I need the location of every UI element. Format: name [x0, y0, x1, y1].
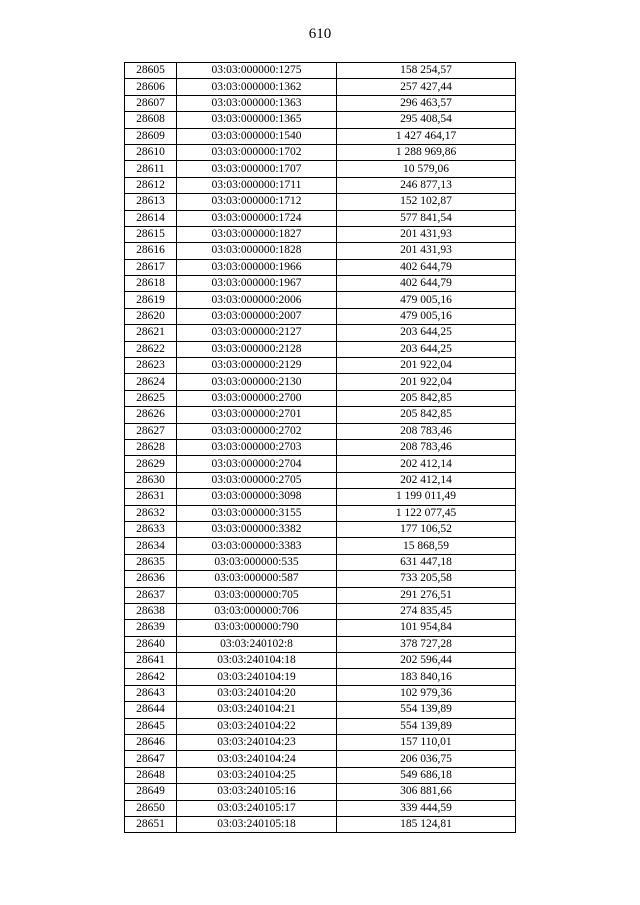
row-number-cell: 28630 [125, 472, 177, 488]
cadastral-value-cell: 733 205,58 [337, 571, 516, 587]
cadastral-value-cell: 183 840,16 [337, 669, 516, 685]
cadastral-number-cell: 03:03:000000:2701 [177, 407, 337, 423]
table-row [125, 128, 516, 144]
table-row [125, 653, 516, 669]
row-number-cell: 28626 [125, 407, 177, 423]
table-row [125, 669, 516, 685]
table-row [125, 112, 516, 128]
cadastral-value-cell: 577 841,54 [337, 210, 516, 226]
table-row [125, 95, 516, 111]
row-number-cell: 28616 [125, 243, 177, 259]
row-number-cell: 28623 [125, 358, 177, 374]
cadastral-value-cell: 208 783,46 [337, 439, 516, 455]
cadastral-value-cell: 202 412,14 [337, 456, 516, 472]
cadastral-value-cell: 306 881,66 [337, 784, 516, 800]
row-number-cell: 28612 [125, 177, 177, 193]
cadastral-value-cell: 402 644,79 [337, 276, 516, 292]
cadastral-number-cell: 03:03:000000:1275 [177, 63, 337, 79]
cadastral-value-cell: 631 447,18 [337, 554, 516, 570]
row-number-cell: 28650 [125, 800, 177, 816]
row-number-cell: 28606 [125, 79, 177, 95]
table-row [125, 259, 516, 275]
row-number-cell: 28615 [125, 226, 177, 242]
cadastral-value-cell: 291 276,51 [337, 587, 516, 603]
table-row [125, 685, 516, 701]
cadastral-value-cell: 205 842,85 [337, 390, 516, 406]
row-number-cell: 28613 [125, 194, 177, 210]
cadastral-number-cell: 03:03:000000:790 [177, 620, 337, 636]
cadastral-number-cell: 03:03:000000:2702 [177, 423, 337, 439]
row-number-cell: 28620 [125, 308, 177, 324]
row-number-cell: 28644 [125, 702, 177, 718]
row-number-cell: 28639 [125, 620, 177, 636]
cadastral-number-cell: 03:03:000000:3383 [177, 538, 337, 554]
table-row [125, 554, 516, 570]
row-number-cell: 28629 [125, 456, 177, 472]
row-number-cell: 28621 [125, 325, 177, 341]
cadastral-number-cell: 03:03:000000:3382 [177, 521, 337, 537]
cadastral-number-cell: 03:03:240104:19 [177, 669, 337, 685]
cadastral-number-cell: 03:03:000000:2129 [177, 358, 337, 374]
cadastral-value-cell: 296 463,57 [337, 95, 516, 111]
cadastral-value-cell: 158 254,57 [337, 63, 516, 79]
table-row [125, 603, 516, 619]
cadastral-number-cell: 03:03:000000:706 [177, 603, 337, 619]
cadastral-value-cell: 549 686,18 [337, 767, 516, 783]
table-row [125, 177, 516, 193]
table-row [125, 521, 516, 537]
cadastral-value-cell: 201 922,04 [337, 358, 516, 374]
row-number-cell: 28637 [125, 587, 177, 603]
row-number-cell: 28645 [125, 718, 177, 734]
table-row [125, 325, 516, 341]
cadastral-value-cell: 1 199 011,49 [337, 489, 516, 505]
cadastral-value-cell: 201 431,93 [337, 243, 516, 259]
table-row [125, 439, 516, 455]
row-number-cell: 28625 [125, 390, 177, 406]
table-row [125, 226, 516, 242]
row-number-cell: 28634 [125, 538, 177, 554]
row-number-cell: 28632 [125, 505, 177, 521]
cadastral-number-cell: 03:03:000000:1702 [177, 144, 337, 160]
cadastral-number-cell: 03:03:000000:1711 [177, 177, 337, 193]
cadastral-number-cell: 03:03:000000:1365 [177, 112, 337, 128]
table-row [125, 718, 516, 734]
row-number-cell: 28611 [125, 161, 177, 177]
row-number-cell: 28614 [125, 210, 177, 226]
cadastral-value-cell: 274 835,45 [337, 603, 516, 619]
row-number-cell: 28641 [125, 653, 177, 669]
table-row [125, 505, 516, 521]
row-number-cell: 28609 [125, 128, 177, 144]
cadastral-value-cell: 554 139,89 [337, 702, 516, 718]
cadastral-value-cell: 10 579,06 [337, 161, 516, 177]
table-row [125, 538, 516, 554]
cadastral-number-cell: 03:03:000000:1828 [177, 243, 337, 259]
cadastral-value-cell: 479 005,16 [337, 308, 516, 324]
table-row [125, 63, 516, 79]
cadastral-value-cell: 177 106,52 [337, 521, 516, 537]
table-row [125, 636, 516, 652]
row-number-cell: 28605 [125, 63, 177, 79]
table-row [125, 751, 516, 767]
cadastral-number-cell: 03:03:240104:21 [177, 702, 337, 718]
cadastral-number-cell: 03:03:000000:2700 [177, 390, 337, 406]
row-number-cell: 28633 [125, 521, 177, 537]
cadastral-value-cell: 208 783,46 [337, 423, 516, 439]
row-number-cell: 28622 [125, 341, 177, 357]
table-row [125, 407, 516, 423]
cadastral-number-cell: 03:03:000000:2127 [177, 325, 337, 341]
cadastral-value-cell: 185 124,81 [337, 816, 516, 832]
cadastral-value-cell: 479 005,16 [337, 292, 516, 308]
table-row [125, 210, 516, 226]
cadastral-number-cell: 03:03:000000:1827 [177, 226, 337, 242]
table-row [125, 161, 516, 177]
cadastral-value-cell: 203 644,25 [337, 341, 516, 357]
cadastral-value-cell: 257 427,44 [337, 79, 516, 95]
row-number-cell: 28638 [125, 603, 177, 619]
table-row [125, 374, 516, 390]
cadastral-number-cell: 03:03:000000:587 [177, 571, 337, 587]
cadastral-number-cell: 03:03:000000:2705 [177, 472, 337, 488]
cadastral-number-cell: 03:03:000000:1724 [177, 210, 337, 226]
table-row [125, 308, 516, 324]
cadastral-number-cell: 03:03:000000:535 [177, 554, 337, 570]
cadastral-number-cell: 03:03:240104:22 [177, 718, 337, 734]
table-row [125, 423, 516, 439]
row-number-cell: 28619 [125, 292, 177, 308]
row-number-cell: 28651 [125, 816, 177, 832]
cadastral-number-cell: 03:03:240104:25 [177, 767, 337, 783]
table-row [125, 358, 516, 374]
cadastral-value-cell: 246 877,13 [337, 177, 516, 193]
cadastral-value-cell: 15 868,59 [337, 538, 516, 554]
cadastral-number-cell: 03:03:240105:16 [177, 784, 337, 800]
table-row [125, 194, 516, 210]
cadastral-number-cell: 03:03:240104:23 [177, 735, 337, 751]
table-row [125, 702, 516, 718]
row-number-cell: 28636 [125, 571, 177, 587]
cadastral-value-cell: 203 644,25 [337, 325, 516, 341]
cadastral-number-cell: 03:03:000000:705 [177, 587, 337, 603]
cadastral-value-cell: 202 596,44 [337, 653, 516, 669]
page-number: 610 [308, 26, 332, 42]
table-row [125, 767, 516, 783]
cadastral-number-cell: 03:03:240102:8 [177, 636, 337, 652]
cadastral-value-cell: 378 727,28 [337, 636, 516, 652]
cadastral-value-cell: 157 110,01 [337, 735, 516, 751]
cadastral-number-cell: 03:03:000000:2704 [177, 456, 337, 472]
cadastral-value-cell: 1 427 464,17 [337, 128, 516, 144]
cadastral-number-cell: 03:03:000000:1966 [177, 259, 337, 275]
row-number-cell: 28607 [125, 95, 177, 111]
cadastral-number-cell: 03:03:000000:1362 [177, 79, 337, 95]
cadastral-number-cell: 03:03:000000:2128 [177, 341, 337, 357]
cadastral-value-cell: 202 412,14 [337, 472, 516, 488]
row-number-cell: 28610 [125, 144, 177, 160]
row-number-cell: 28640 [125, 636, 177, 652]
cadastral-number-cell: 03:03:000000:1363 [177, 95, 337, 111]
table-row [125, 341, 516, 357]
row-number-cell: 28627 [125, 423, 177, 439]
row-number-cell: 28646 [125, 735, 177, 751]
table-row [125, 456, 516, 472]
cadastral-value-cell: 1 288 969,86 [337, 144, 516, 160]
cadastral-number-cell: 03:03:240105:17 [177, 800, 337, 816]
table-row [125, 735, 516, 751]
table-row [125, 472, 516, 488]
cadastral-number-cell: 03:03:000000:1967 [177, 276, 337, 292]
cadastral-value-table [124, 62, 516, 833]
cadastral-number-cell: 03:03:000000:2130 [177, 374, 337, 390]
row-number-cell: 28635 [125, 554, 177, 570]
row-number-cell: 28649 [125, 784, 177, 800]
cadastral-number-cell: 03:03:000000:2007 [177, 308, 337, 324]
cadastral-number-cell: 03:03:000000:1707 [177, 161, 337, 177]
table-row [125, 620, 516, 636]
cadastral-number-cell: 03:03:000000:1712 [177, 194, 337, 210]
row-number-cell: 28617 [125, 259, 177, 275]
table-row [125, 276, 516, 292]
cadastral-value-cell: 205 842,85 [337, 407, 516, 423]
table-row [125, 571, 516, 587]
table-row [125, 390, 516, 406]
cadastral-number-cell: 03:03:000000:1540 [177, 128, 337, 144]
cadastral-number-cell: 03:03:000000:3155 [177, 505, 337, 521]
cadastral-number-cell: 03:03:240104:24 [177, 751, 337, 767]
cadastral-number-cell: 03:03:240105:18 [177, 816, 337, 832]
cadastral-value-cell: 101 954,84 [337, 620, 516, 636]
cadastral-value-cell: 201 922,04 [337, 374, 516, 390]
cadastral-value-cell: 206 036,75 [337, 751, 516, 767]
table-row [125, 800, 516, 816]
table-row [125, 292, 516, 308]
table-row [125, 243, 516, 259]
cadastral-number-cell: 03:03:000000:3098 [177, 489, 337, 505]
table-row [125, 144, 516, 160]
cadastral-value-cell: 201 431,93 [337, 226, 516, 242]
row-number-cell: 28618 [125, 276, 177, 292]
cadastral-value-cell: 554 139,89 [337, 718, 516, 734]
row-number-cell: 28643 [125, 685, 177, 701]
cadastral-number-cell: 03:03:000000:2006 [177, 292, 337, 308]
cadastral-value-cell: 1 122 077,45 [337, 505, 516, 521]
table-row [125, 489, 516, 505]
row-number-cell: 28608 [125, 112, 177, 128]
cadastral-value-cell: 102 979,36 [337, 685, 516, 701]
cadastral-value-cell: 339 444,59 [337, 800, 516, 816]
cadastral-value-cell: 152 102,87 [337, 194, 516, 210]
cadastral-number-cell: 03:03:000000:2703 [177, 439, 337, 455]
row-number-cell: 28631 [125, 489, 177, 505]
cadastral-value-cell: 402 644,79 [337, 259, 516, 275]
row-number-cell: 28642 [125, 669, 177, 685]
table-row [125, 79, 516, 95]
row-number-cell: 28624 [125, 374, 177, 390]
table-row [125, 784, 516, 800]
cadastral-number-cell: 03:03:240104:20 [177, 685, 337, 701]
table-row [125, 816, 516, 832]
row-number-cell: 28647 [125, 751, 177, 767]
cadastral-number-cell: 03:03:240104:18 [177, 653, 337, 669]
table-body [125, 63, 516, 833]
table-row [125, 587, 516, 603]
row-number-cell: 28648 [125, 767, 177, 783]
cadastral-value-cell: 295 408,54 [337, 112, 516, 128]
row-number-cell: 28628 [125, 439, 177, 455]
